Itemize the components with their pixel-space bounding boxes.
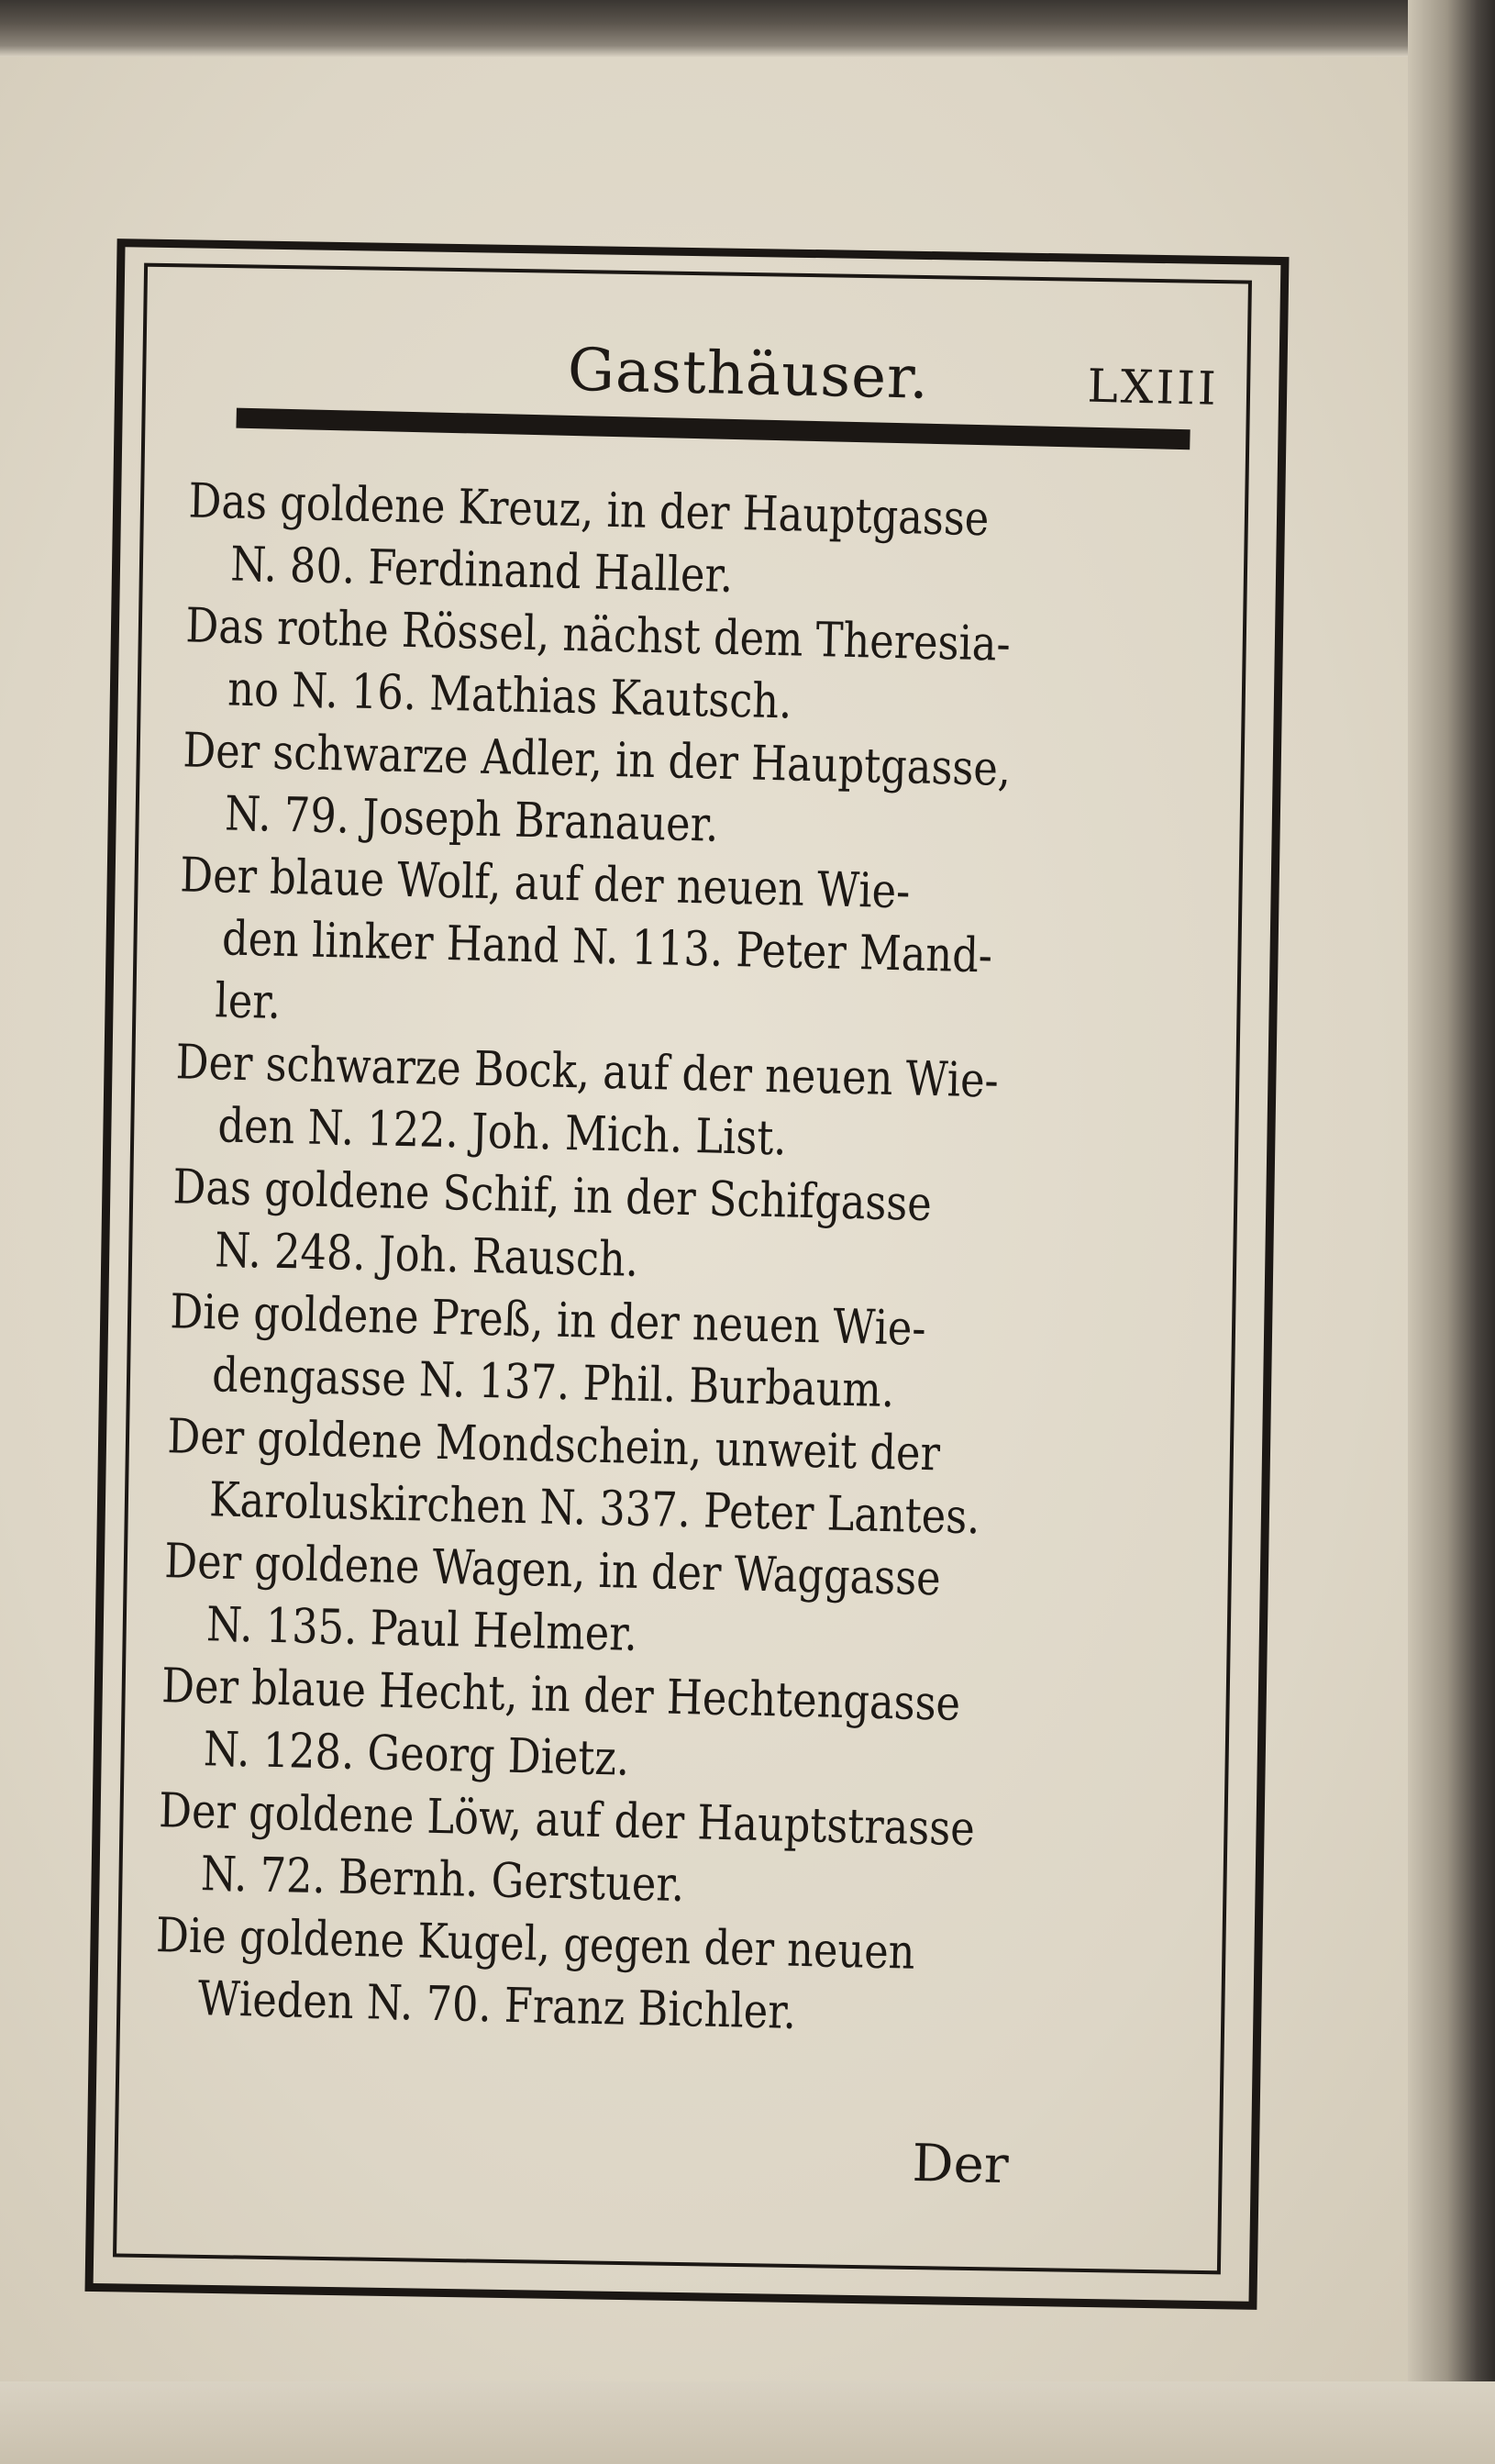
entry-line: Das goldene Kreuz, in der Hauptgasse <box>187 473 990 548</box>
entry <box>165 1405 1177 1553</box>
entry <box>154 1904 1166 2052</box>
entry-line: Der blaue Wolf, auf der neuen Wie- <box>179 848 911 920</box>
page-number: LXIII <box>1087 359 1220 416</box>
entry <box>183 594 1195 742</box>
entry-line: N. 248. Joh. Rausch. <box>214 1223 639 1288</box>
entry-line: den linker Hand N. 113. Peter Mand- <box>221 911 993 984</box>
entry <box>181 719 1192 867</box>
entry-line: Der schwarze Bock, auf der neuen Wie- <box>175 1035 1000 1109</box>
page-bottom-shade <box>0 2381 1495 2464</box>
entry-line: Der blaue Hecht, in der Hechtengasse <box>161 1659 961 1732</box>
entry-line: N. 79. Joseph Branauer. <box>224 786 720 853</box>
entry-line: den N. 122. Joh. Mich. List. <box>216 1098 788 1167</box>
page-header <box>190 319 1220 452</box>
entry <box>160 1655 1171 1803</box>
entry <box>162 1530 1174 1678</box>
entry-line: N. 135. Paul Helmer. <box>205 1597 638 1662</box>
entry <box>171 1156 1182 1304</box>
entry-line: Wieden N. 70. Franz Bichler. <box>197 1971 797 2040</box>
catchword: Der <box>911 2133 1010 2196</box>
header-rule <box>236 408 1190 450</box>
entry <box>173 1031 1185 1179</box>
entry-list <box>154 470 1198 2052</box>
entry <box>157 1780 1168 1927</box>
entry-line: Die goldene Kugel, gegen der neuen <box>155 1908 916 1981</box>
entry-line: ler. <box>214 973 282 1030</box>
entry-line: N. 72. Bernh. Gerstuer. <box>200 1847 685 1914</box>
page-content <box>152 319 1220 2196</box>
entry-line: Das goldene Schif, in der Schifgasse <box>172 1160 933 1233</box>
entry-line: Der goldene Mondschein, unweit der <box>166 1409 941 1482</box>
entry-line: Der schwarze Adler, in der Hauptgasse, <box>182 723 1012 797</box>
entry-line: Der goldene Löw, auf der Hauptstrasse <box>158 1783 976 1858</box>
book-spine-edge <box>1408 0 1495 2464</box>
entry-line: no N. 16. Mathias Kautsch. <box>227 661 793 730</box>
entry-line: dengasse N. 137. Phil. Burbaum. <box>211 1348 895 1419</box>
entry <box>186 470 1198 617</box>
entry-line: N. 128. Georg Dietz. <box>203 1722 630 1787</box>
entry-line: Der goldene Wagen, in der Waggasse <box>163 1534 942 1607</box>
entry <box>177 844 1190 1054</box>
page-title: Gasthäuser. <box>567 336 930 413</box>
book-top-edge <box>0 0 1495 57</box>
entry-line: Karoluskirchen N. 337. Peter Lantes. <box>208 1472 981 1546</box>
entry <box>168 1281 1179 1428</box>
entry-line: Die goldene Preß, in der neuen Wie- <box>169 1284 927 1357</box>
entry-line: Das rothe Rössel, nächst dem Theresia- <box>184 598 1012 672</box>
entry-line: N. 80. Ferdinand Haller. <box>229 537 734 604</box>
